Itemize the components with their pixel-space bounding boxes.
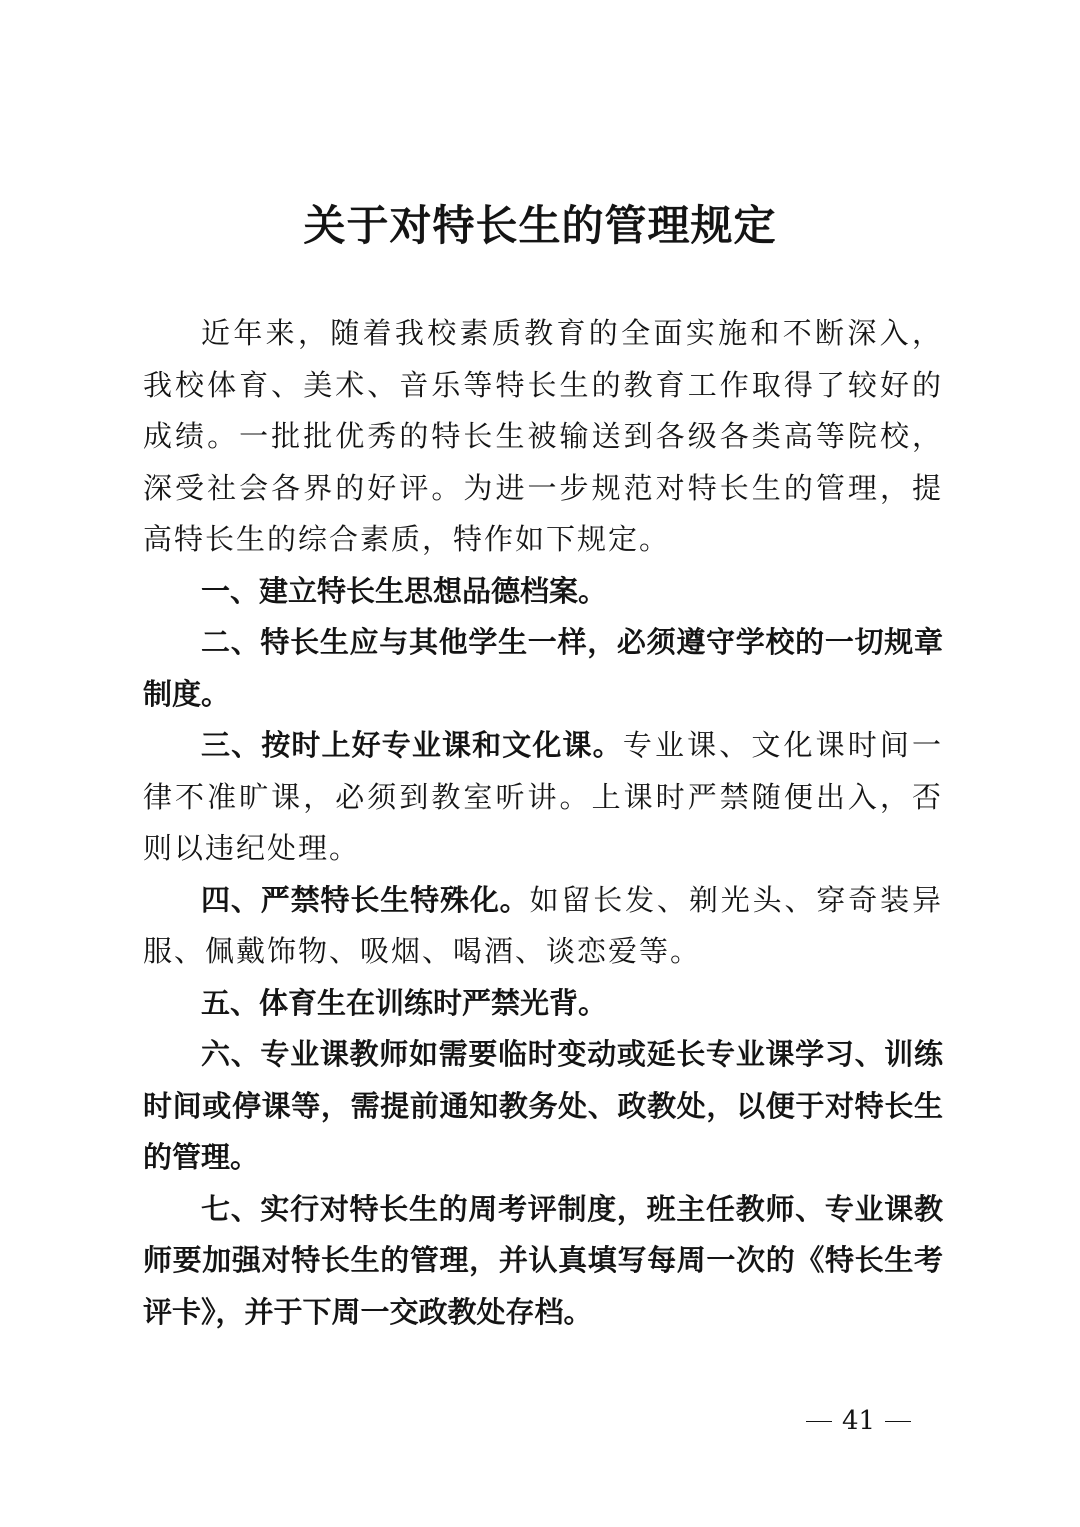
paragraph-rule-3 xyxy=(143,720,943,875)
paragraph-lead: 三、按时上好专业课和文化课。 xyxy=(201,728,623,762)
paragraph-intro xyxy=(143,308,943,566)
left-dash xyxy=(806,1421,832,1422)
paragraph-lead: 一、建立特长生思想品德档案。 xyxy=(201,573,608,608)
page-number: 41 xyxy=(842,1406,876,1436)
paragraph-text: 专业课、文化课时间一律不准旷课，必须到教室听讲。上课时严禁随便出入，否则以违纪处理。 xyxy=(143,728,943,865)
document-body xyxy=(143,308,943,1338)
paragraph-text: 近年来，随着我校素质教育的全面实施和不断深入，我校体育、美术、音乐等特长生的教育工作取得了较好的成绩。一批批优秀的特长生被输送到各级各类高等院校，深受社会各界的好评。为进一步规范对特长生的管理，提高特长生的综合素质，特作如下规定。 xyxy=(143,316,943,556)
paragraph-rule-5 xyxy=(143,978,943,1030)
paragraph-lead: 七、实行对特长生的周考评制度，班主任教师、专业课教师要加强对特长生的管理，并认真填写每周一次的《特长生考评卡》，并于下周一交政教处存档。 xyxy=(143,1191,943,1329)
paragraph-rule-2 xyxy=(143,617,943,720)
paragraph-text: 如留长发、剃光头、穿奇装异服、佩戴饰物、吸烟、喝酒、谈恋爱等。 xyxy=(143,882,943,968)
document-title: 关于对特长生的管理规定 xyxy=(303,201,777,250)
paragraph-lead: 四、严禁特长生特殊化。 xyxy=(201,882,530,917)
paragraph-rule-6 xyxy=(143,1029,943,1184)
paragraph-lead: 二、特长生应与其他学生一样，必须遵守学校的一切规章制度。 xyxy=(143,625,943,711)
paragraph-rule-4 xyxy=(143,875,943,978)
paragraph-rule-7 xyxy=(143,1184,943,1339)
paragraph-lead: 六、专业课教师如需要临时变动或延长专业课学习、训练时间或停课等，需提前通知教务处、政教处，以便于对特长生的管理。 xyxy=(143,1037,943,1174)
page-footer xyxy=(796,1400,926,1440)
paragraph-rule-1 xyxy=(143,566,943,618)
paragraph-lead: 五、体育生在训练时严禁光背。 xyxy=(201,985,608,1020)
right-dash xyxy=(885,1421,911,1422)
